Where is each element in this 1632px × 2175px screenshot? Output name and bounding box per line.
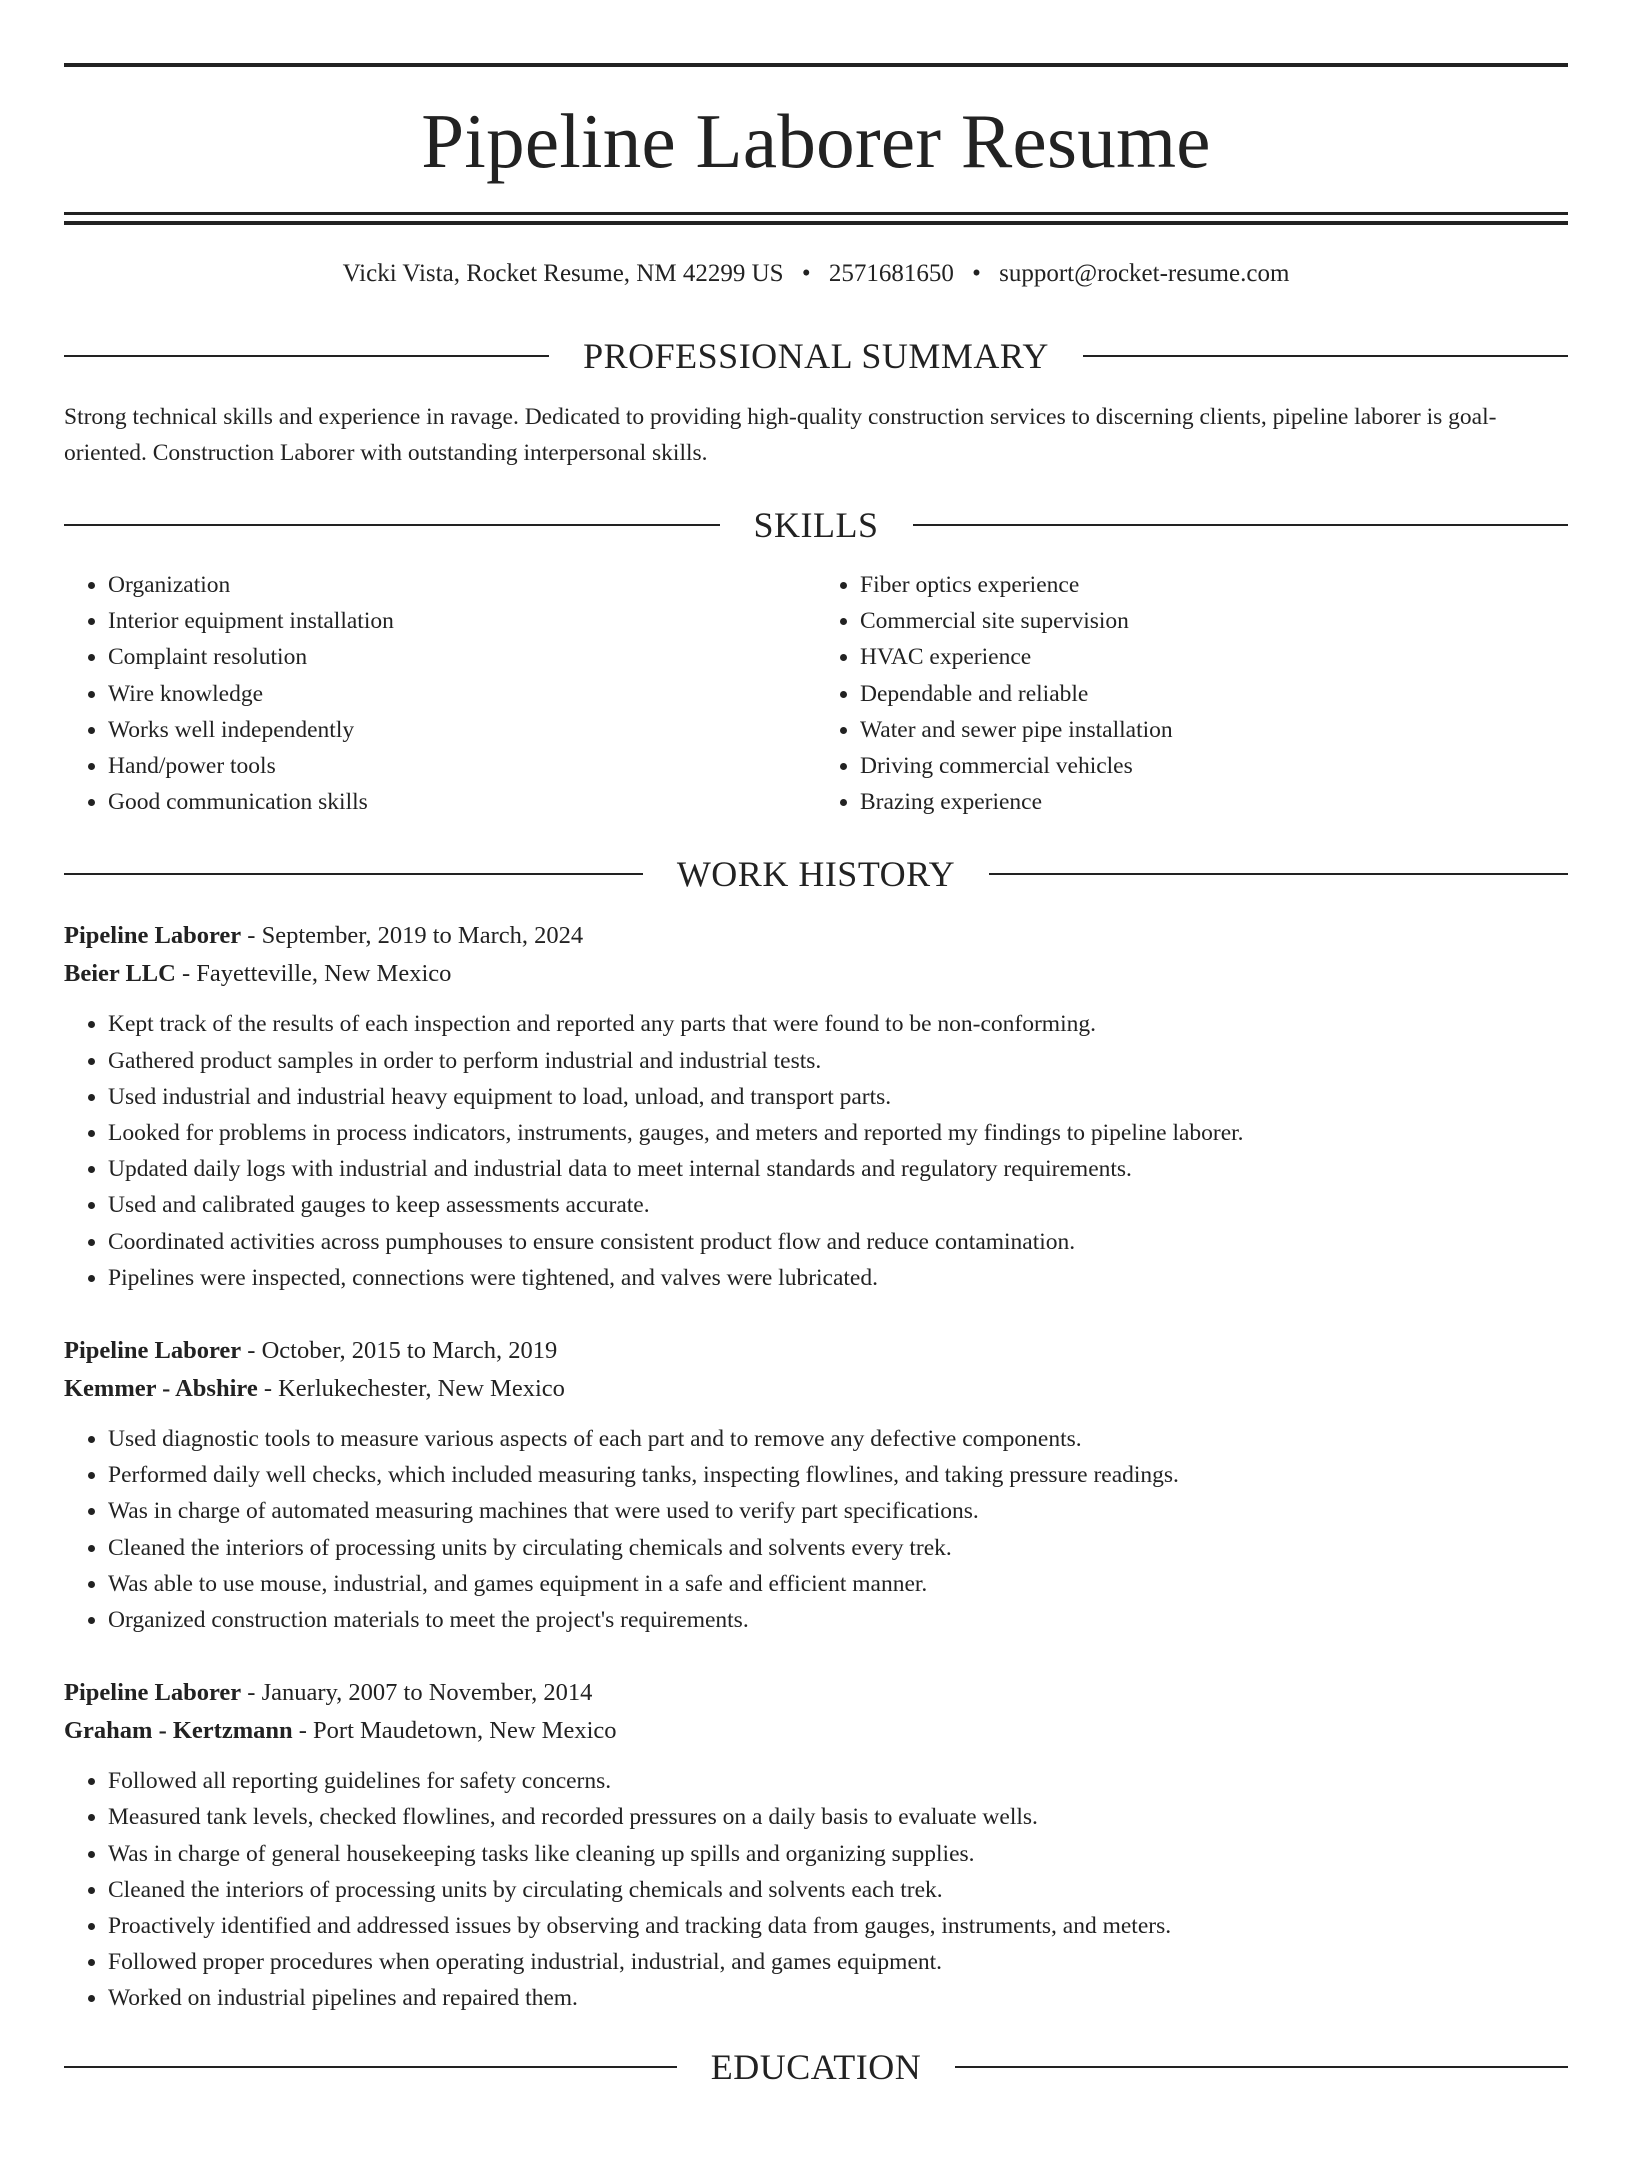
job-title: Pipeline Laborer [64,922,242,950]
list-item: • Followed proper procedures when operating industrial, industrial, and games equipment. [108,1944,1568,1980]
job-bullets [64,1763,1568,2016]
list-item: • Cleaned the interiors of processing units by circulating chemicals and solvents every trek. [108,1530,1568,1566]
list-item: • Brazing experience [860,784,1568,820]
list-item: • Worked on industrial pipelines and repaired them. [108,1980,1568,2016]
list-item: • Organization [108,567,816,603]
section-header-education [64,2046,1568,2087]
list-item: • Cleaned the interiors of processing units by circulating chemicals and solvents each trek. [108,1872,1568,1908]
list-item: • Dependable and reliable [860,676,1568,712]
job-title: Pipeline Laborer [64,1679,242,1707]
job-title-line [64,1332,1568,1370]
job-entry [64,917,1568,1296]
list-item: • Organized construction materials to meet the project's requirements. [108,1602,1568,1638]
resume-title: Pipeline Laborer Resume [421,98,1211,184]
section-title: SKILLS [753,505,879,545]
list-item: • Works well independently [108,712,816,748]
job-bullets [64,1421,1568,1638]
skills-list-left [64,567,816,820]
contact-email: support@rocket-resume.com [999,260,1290,287]
list-item: • Fiber optics experience [860,567,1568,603]
job-dates: - October, 2015 to March, 2019 [241,1337,558,1365]
job-title-line [64,917,1568,955]
list-item: • Looked for problems in process indicators, instruments, gauges, and meters and reported my findings to pipeline laborer. [108,1115,1568,1151]
list-item: • Performed daily well checks, which included measuring tanks, inspecting flowlines, and taking pressure readings. [108,1457,1568,1493]
job-company-line [64,1712,1568,1750]
work-history [64,917,1568,2016]
list-item: • Driving commercial vehicles [860,748,1568,784]
list-item: • Hand/power tools [108,748,816,784]
job-location: - Fayetteville, New Mexico [175,960,452,988]
list-item: • Complaint resolution [108,639,816,675]
list-item: • Pipelines were inspected, connections were tightened, and valves were lubricated. [108,1260,1568,1296]
job-bullets [64,1006,1568,1296]
list-item: • Followed all reporting guidelines for safety concerns. [108,1763,1568,1799]
list-item: • Measured tank levels, checked flowlines, and recorded pressures on a daily basis to evaluate wells. [108,1799,1568,1835]
list-item: • Proactively identified and addressed issues by observing and tracking data from gauges, instruments, and meters. [108,1908,1568,1944]
contact-phone: 2571681650 [828,260,954,287]
list-item: • Kept track of the results of each inspection and reported any parts that were found to be non-conforming. [108,1006,1568,1042]
contact-separator: • [972,260,981,287]
job-company-line [64,1370,1568,1408]
skills-columns [64,567,1568,820]
list-item: • Used diagnostic tools to measure various aspects of each part and to remove any defective components. [108,1421,1568,1457]
job-entry [64,1332,1568,1638]
list-item: • Interior equipment installation [108,603,816,639]
list-item: • Good communication skills [108,784,816,820]
job-company-line [64,955,1568,993]
list-item: • Was able to use mouse, industrial, and games equipment in a safe and efficient manner. [108,1566,1568,1602]
job-dates: - September, 2019 to March, 2024 [241,922,584,950]
list-item: • Used and calibrated gauges to keep assessments accurate. [108,1187,1568,1223]
list-item: • Commercial site supervision [860,603,1568,639]
resume-page [0,63,1632,2175]
section-title: EDUCATION [710,2046,922,2087]
section-header-skills [64,507,1568,543]
list-item: • Was in charge of general housekeeping tasks like cleaning up spills and organizing supplies. [108,1836,1568,1872]
section-title: PROFESSIONAL SUMMARY [583,336,1049,376]
job-location: - Kerlukechester, New Mexico [257,1375,565,1403]
job-title-line [64,1674,1568,1712]
section-title: WORK HISTORY [676,854,956,895]
summary-text: Strong technical skills and experience in ravage. Dedicated to providing high-quality construction services to discerning clients, pipeline laborer is goal-oriented. Construction Laborer with outstanding interpersonal skills. [64,404,1497,466]
contact-line [64,261,1568,286]
title-double-rule [64,212,1568,225]
list-item: • Updated daily logs with industrial and industrial data to meet internal standards and regulatory requirements. [108,1151,1568,1187]
contact-separator: • [801,260,811,287]
list-item: • Used industrial and industrial heavy equipment to load, unload, and transport parts. [108,1079,1568,1115]
list-item: • Coordinated activities across pumphouses to ensure consistent product flow and reduce contamination. [108,1224,1568,1260]
top-rule [64,63,1568,67]
list-item: • Gathered product samples in order to perform industrial and industrial tests. [108,1043,1568,1079]
skills-list-right [816,567,1568,820]
contact-address: Vicki Vista, Rocket Resume, NM 42299 US [342,260,784,287]
section-header-summary [64,338,1568,374]
job-title: Pipeline Laborer [64,1337,242,1365]
job-entry [64,1674,1568,2016]
list-item: • Wire knowledge [108,676,816,712]
job-location: - Port Maudetown, New Mexico [292,1717,617,1745]
section-header-work [64,854,1568,895]
list-item: • Water and sewer pipe installation [860,712,1568,748]
job-company: Kemmer - Abshire [64,1375,258,1403]
job-dates: - January, 2007 to November, 2014 [241,1679,593,1707]
job-company: Graham - Kertzmann [64,1717,293,1745]
list-item: • Was in charge of automated measuring machines that were used to verify part specifications. [108,1493,1568,1529]
list-item: • HVAC experience [860,639,1568,675]
job-company: Beier LLC [64,960,176,988]
